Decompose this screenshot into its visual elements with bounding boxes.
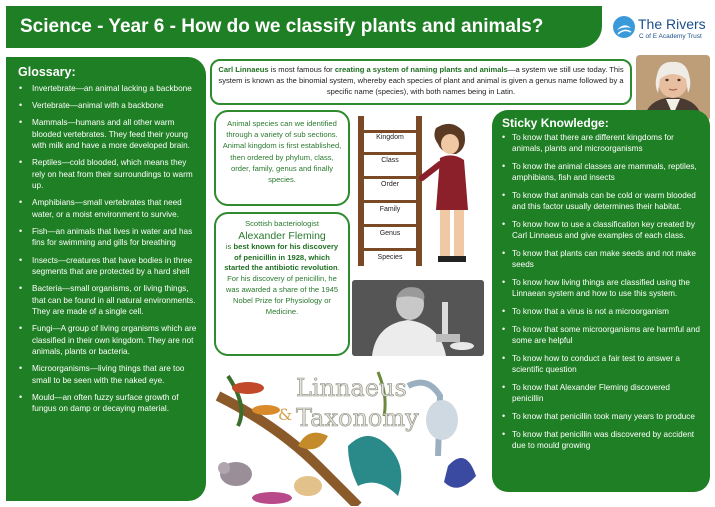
ladder-rung-label: Order xyxy=(381,181,399,188)
fleming-photo xyxy=(352,280,484,356)
sticky-knowledge-item: • To know that penicillin was discovered by accident due to mould growing xyxy=(502,429,702,451)
ladder-rung-label: Class xyxy=(381,157,399,164)
sticky-knowledge-title: Sticky Knowledge: xyxy=(502,116,609,130)
fleming-info-box xyxy=(214,212,350,356)
sticky-knowledge-item: • To know how to conduct a fair test to answer a scientific question xyxy=(502,353,702,375)
sticky-knowledge-list xyxy=(502,132,702,451)
fleming-text-2: . For his discovery of penicillin, he was awarded a share of the 1945 Nobel Prize for Physiology or Medicine. xyxy=(225,263,340,316)
sticky-knowledge-item: • To know the animal classes are mammals, reptiles, amphibians, fish and insects xyxy=(502,161,702,183)
intro-text-1: is most famous for xyxy=(268,65,335,74)
glossary-item: • Microorganisms—living things that are too small to be seen with the naked eye. xyxy=(18,363,198,386)
illustration-title-line-1: Linnaeus xyxy=(296,374,407,402)
species-info-box xyxy=(214,110,350,206)
classification-ladder-illustration xyxy=(356,114,484,268)
fleming-paragraph xyxy=(222,242,342,318)
glossary-item: • Insects—creatures that have bodies in three segments that are protected by a hard shell xyxy=(18,255,198,278)
sticky-knowledge-item: • To know that plants can make seeds and not make seeds xyxy=(502,248,702,270)
sticky-knowledge-item: • To know how living things are classified using the Linnaean system and how to use this system. xyxy=(502,277,702,299)
sticky-knowledge-panel xyxy=(492,110,710,492)
glossary-item: • Reptiles—cold blooded, which means they rely on heat from their surroundings to warm up. xyxy=(18,157,198,192)
glossary-panel xyxy=(6,57,206,501)
glossary-item: • Amphibians—small vertebrates that need water, or a moist environment to survive. xyxy=(18,197,198,220)
fleming-pre-text: Scottish bacteriologist xyxy=(245,219,319,228)
sticky-knowledge-item: • To know how to use a classification key created by Carl Linnaeus and give examples of each class. xyxy=(502,219,702,241)
glossary-title: Glossary: xyxy=(18,65,76,79)
linnaeus-intro-box xyxy=(210,59,632,105)
page-title-banner xyxy=(6,6,602,48)
illustration-title-line-2: Taxonomy xyxy=(296,404,419,432)
fleming-highlight: best known for his discovery of penicillin in 1928, which started the antibiotic revolution xyxy=(224,241,339,273)
glossary-item: • Mould—an often fuzzy surface growth of fungus on damp or decaying material. xyxy=(18,392,198,415)
linnaeus-name: Carl Linnaeus xyxy=(218,65,269,74)
linnaeus-taxonomy-illustration xyxy=(208,366,484,506)
glossary-list xyxy=(18,83,198,415)
fleming-text-1: is xyxy=(225,241,234,251)
species-info-text: Animal species can we identified through a variety of sub sections. Animal kingdom is first established, then ordered by phylum, class, order, family, genus and finally species. xyxy=(222,119,342,185)
sticky-knowledge-item: • To know that animals can be cold or warm blooded and this factor usually determines their habitat. xyxy=(502,190,702,212)
sticky-knowledge-item: • To know that some microorganisms are harmful and some are helpful xyxy=(502,324,702,346)
glossary-item: • Fish—an animals that lives in water and has fins for swimming and gills for breathing xyxy=(18,226,198,249)
glossary-item: • Vertebrate—animal with a backbone xyxy=(18,100,198,112)
rivers-logo-icon xyxy=(612,14,636,40)
school-logo xyxy=(612,14,712,44)
intro-text-2: —a system we still use today. This system is known as the binomial system, whereby each species of plant and animal is given a genus name followed by a specific name (species), with both names being in Latin. xyxy=(218,65,624,96)
ladder-rung-label: Family xyxy=(379,206,401,213)
page-title: Science - Year 6 - How do we classify plants and animals? xyxy=(20,16,544,37)
ladder-rung-label: Genus xyxy=(379,230,401,237)
ladder-rung-label: Species xyxy=(377,254,403,261)
glossary-item: • Fungi—A group of living organisms which are classified in their own kingdom. They are not animals, plants or bacteria. xyxy=(18,323,198,358)
sticky-knowledge-item: • To know that Alexander Fleming discovered penicillin xyxy=(502,382,702,404)
sticky-knowledge-item: • To know that there are different kingdoms for animals, plants and microorganisms xyxy=(502,132,702,154)
sticky-knowledge-item: • To know that a virus is not a microorganism xyxy=(502,306,702,317)
illustration-ampersand: & xyxy=(278,405,293,424)
glossary-item: • Mammals—humans and all other warm blooded vertebrates. They feed their young with milk and have a more developed brain. xyxy=(18,117,198,152)
sticky-knowledge-item: • To know that penicillin took many years to produce xyxy=(502,411,702,422)
ladder-rung-label: Kingdom xyxy=(376,134,404,141)
glossary-item: • Bacteria—small organisms, or living things, that can be found in all natural environments. They are made of a single cell. xyxy=(18,283,198,318)
glossary-item: • Invertebrate—an animal lacking a backbone xyxy=(18,83,198,95)
intro-highlight: creating a system of naming plants and animals xyxy=(334,65,508,74)
logo-name: The Rivers xyxy=(638,16,706,32)
logo-subtitle: C of E Academy Trust xyxy=(639,33,702,40)
fleming-name: Alexander Fleming xyxy=(238,229,326,242)
